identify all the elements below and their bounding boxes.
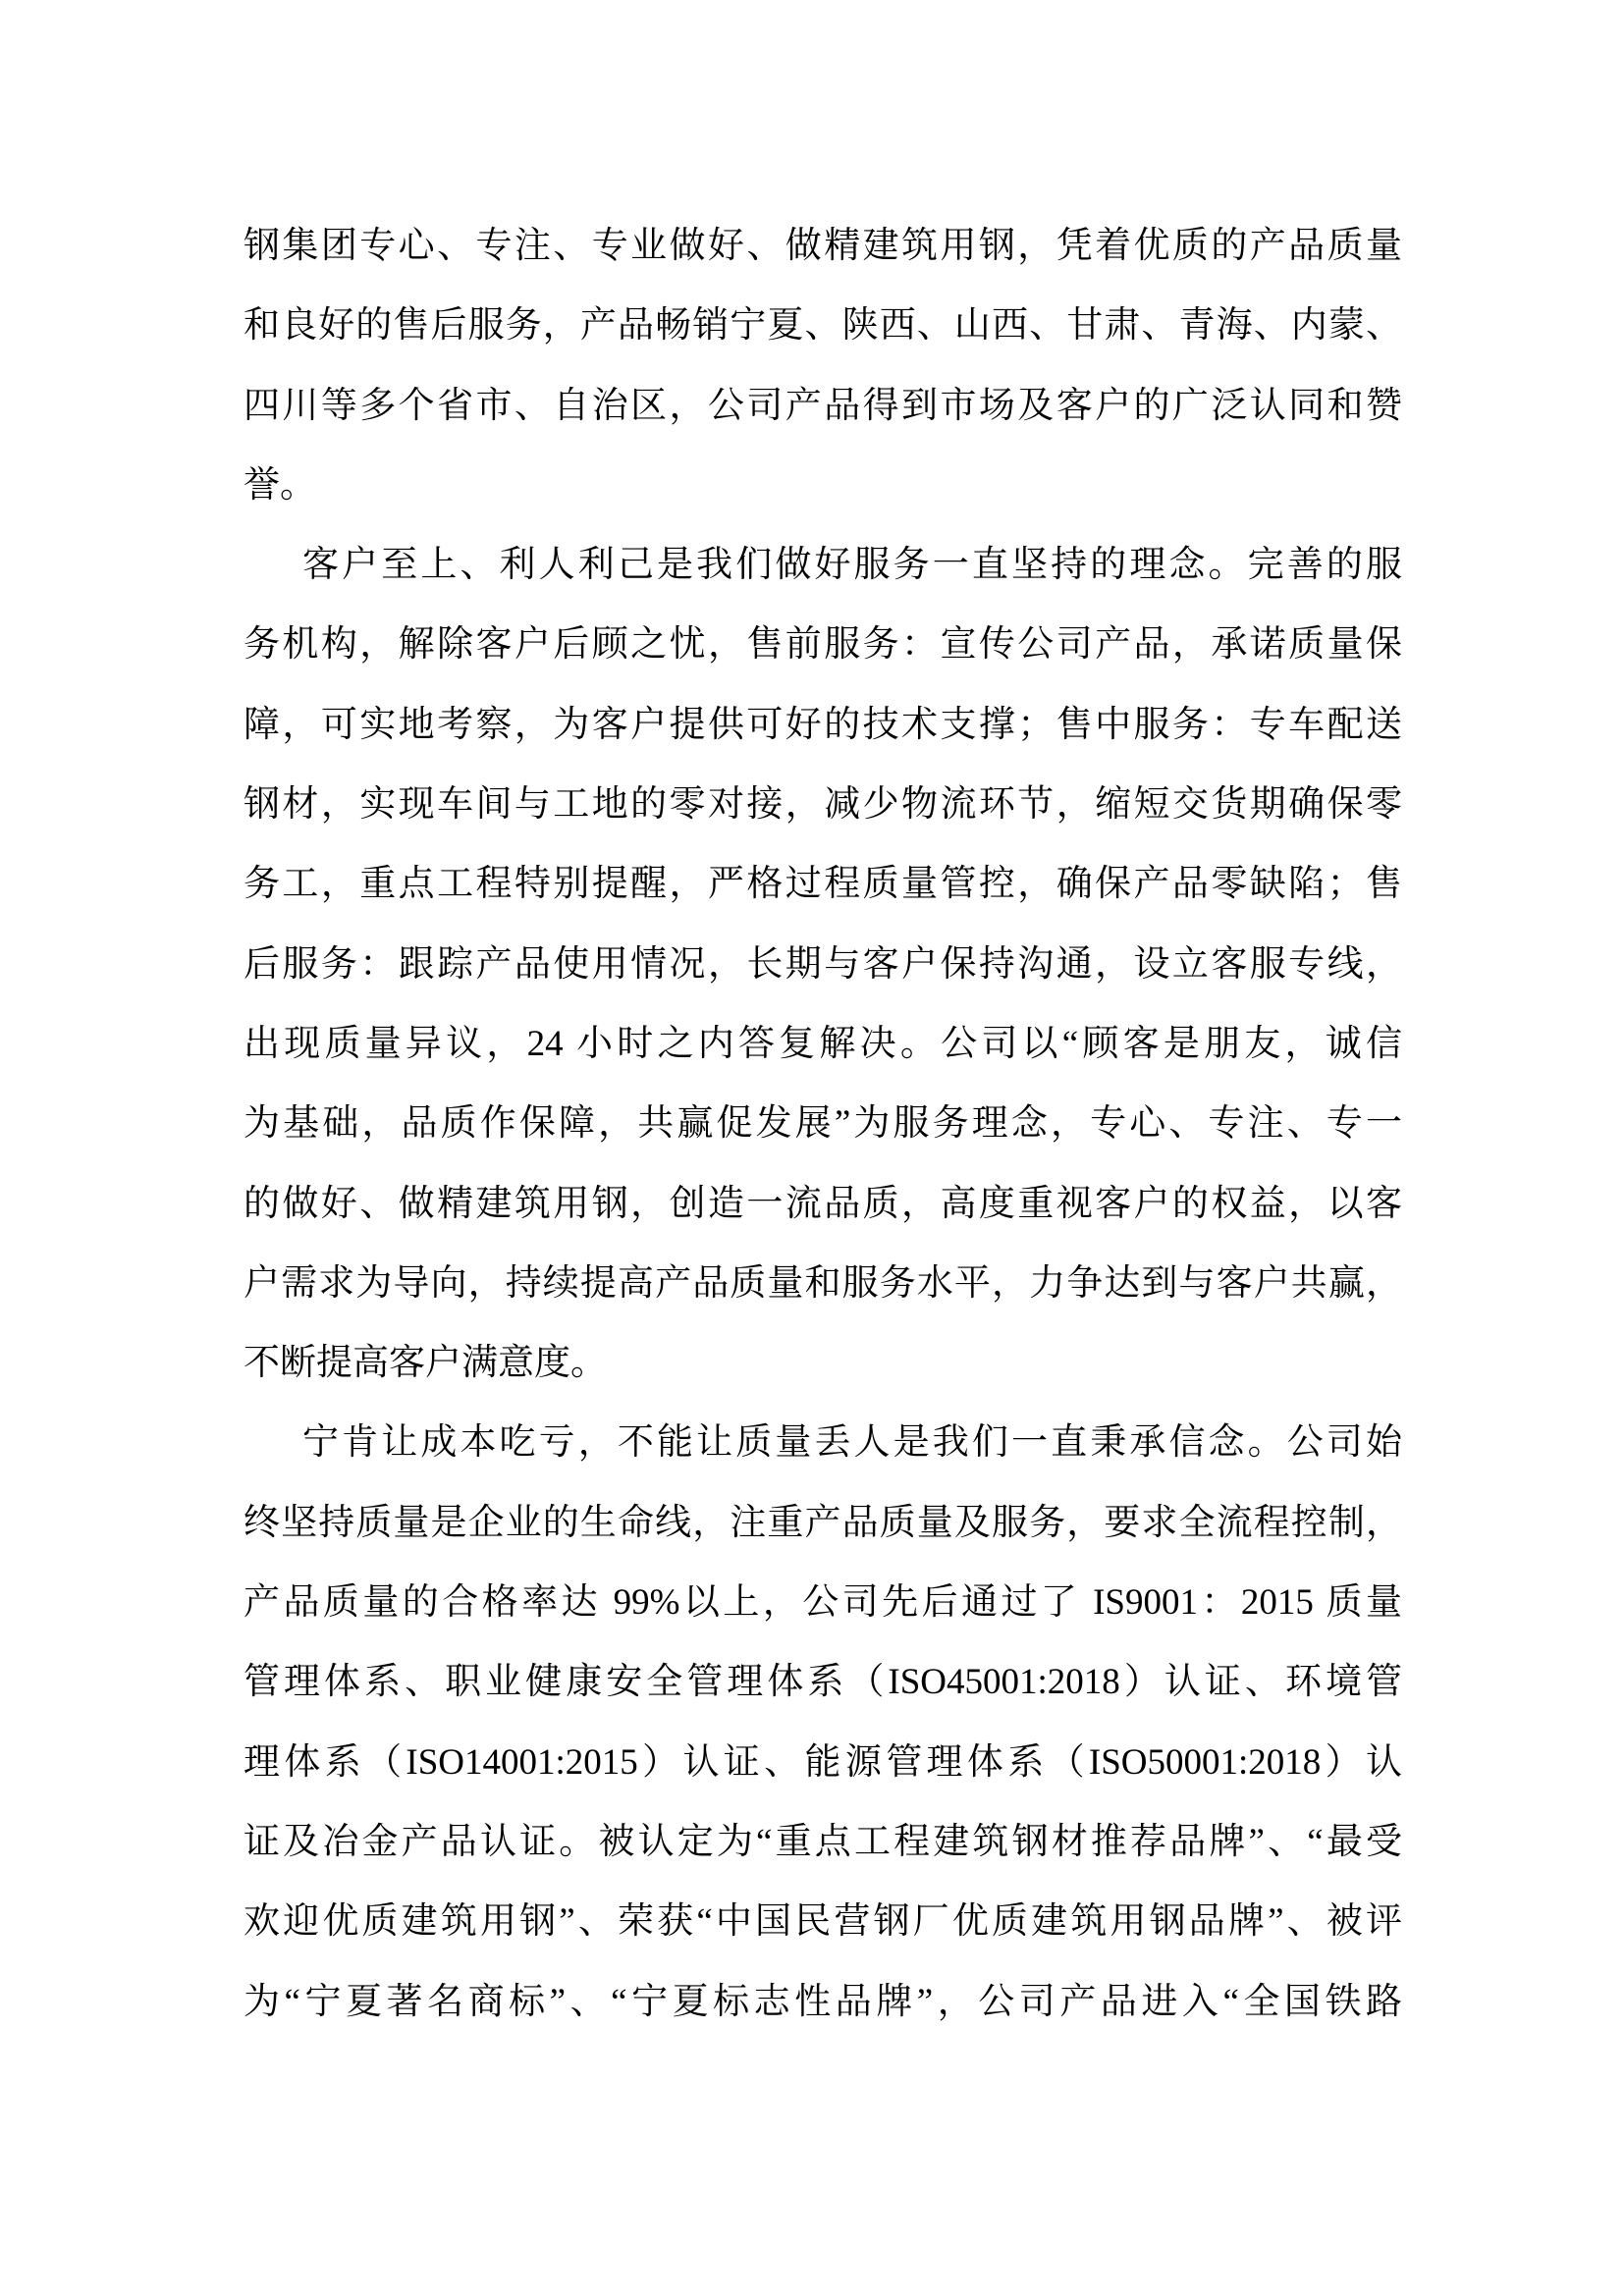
text-line: 障，可实地考察，为客户提供可好的技术支撑；售中服务：专车配送 [244, 704, 1402, 745]
text-line: 欢迎优质建筑用钢”、荣获“中国民营钢厂优质建筑用钢品牌”、被评 [244, 1901, 1402, 1943]
text-line: 后服务：跟踪产品使用情况，长期与客户保持沟通，设立客服专线， [244, 943, 1402, 985]
text-line: 和良好的售后服务，产品畅销宁夏、陕西、山西、甘肃、青海、内蒙、 [244, 305, 1402, 347]
text-line: 客户至上、利人利己是我们做好服务一直坚持的理念。完善的服 [302, 545, 1402, 586]
paragraph [244, 1403, 1402, 2041]
text-line: 管理体系、职业健康安全管理体系（ISO45001:2018）认证、环境管 [244, 1662, 1402, 1703]
text-line: 四川等多个省市、自治区，公司产品得到市场及客户的广泛认同和赞 [244, 385, 1402, 426]
text-line: 誉。 [244, 464, 316, 506]
text-line: 宁肯让成本吃亏，不能让质量丢人是我们一直秉承信念。公司始 [302, 1422, 1402, 1464]
paragraph [244, 206, 1402, 525]
text-line: 务机构，解除客户后顾之忧，售前服务：宣传公司产品，承诺质量保 [244, 624, 1402, 666]
paragraph [244, 525, 1402, 1403]
text-line: 不断提高客户满意度。 [244, 1343, 607, 1384]
text-line: 产品质量的合格率达 99%以上，公司先后通过了 IS9001：2015 质量 [244, 1582, 1402, 1624]
text-line: 为基础，品质作保障，共赢促发展”为服务理念，专心、专注、专一 [244, 1103, 1402, 1145]
text-line: 理体系（ISO14001:2015）认证、能源管理体系（ISO50001:2018）认 [244, 1741, 1402, 1783]
text-line: 证及冶金产品认证。被认定为“重点工程建筑钢材推荐品牌”、“最受 [244, 1821, 1402, 1862]
text-line: 出现质量异议，24 小时之内答复解决。公司以“顾客是朋友，诚信 [244, 1023, 1402, 1064]
text-line: 户需求为导向，持续提高产品质量和服务水平，力争达到与客户共赢， [244, 1262, 1402, 1304]
text-line: 钢集团专心、专注、专业做好、做精建筑用钢，凭着优质的产品质量 [244, 226, 1402, 266]
text-line: 为“宁夏著名商标”、“宁夏标志性品牌”，公司产品进入“全国铁路 [244, 1981, 1402, 2022]
text-line: 终坚持质量是企业的生命线，注重产品质量及服务，要求全流程控制， [244, 1502, 1402, 1543]
document-body [244, 206, 1402, 2042]
text-line: 钢材，实现车间与工地的零对接，减少物流环节，缩短交货期确保零 [244, 784, 1402, 826]
text-line: 的做好、做精建筑用钢，创造一流品质，高度重视客户的权益，以客 [244, 1183, 1402, 1224]
text-line: 务工，重点工程特别提醒，严格过程质量管控，确保产品零缺陷；售 [244, 864, 1402, 905]
